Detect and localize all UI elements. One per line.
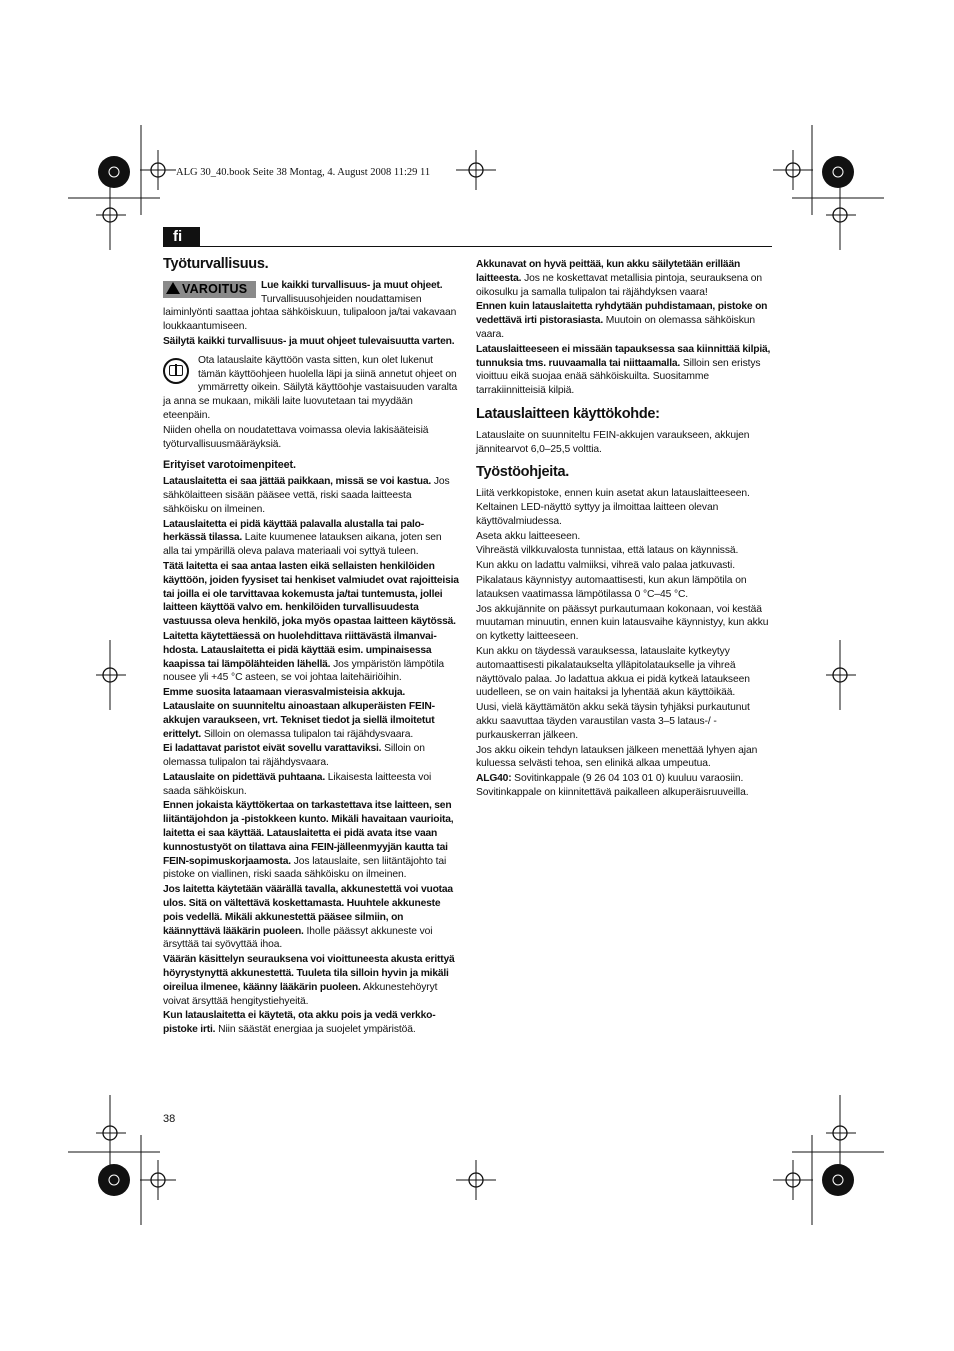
precaution-bold: Tätä laitetta ei saa antaa lasten eikä sellaisten henkilöiden käyttöön, joiden fyysiset tai henkiset valmiudet ovat rajoitteisia tai joilla ei ole tarvittavaa kokemusta ja/tai tuntemusta, jollei laitteen käyttöä valvo em. henkilöiden turvallisuudesta vastuussa oleva henkilö, joka myös opastaa laitteen käytössä. — [163, 560, 459, 628]
precaution-text: Silloin sen eristys vioittuu eikä suojaa enää sähköiskuilta. Suositamme tarrakiinnitteisiä kilpiä. — [476, 357, 761, 397]
precaution-text: Silloin on olemassa tulipalon tai räjähdysvaara. — [163, 743, 425, 769]
warning-badge — [163, 281, 256, 298]
precaution-bold: Emme suosita lataamaan vierasvalmisteisia akkuja. Latauslaite on suunniteltu ainoastaan alkuperäisten FEIN-akkujen varaukseen, vrt. Tekniset tiedot ja siellä ilmoitetut erittelyt. — [163, 687, 435, 740]
precaution-text: Laite kuumenee latauksen aikana, joten sen alla tai ympärillä oleva palava materiaali voi syttyä tuleen. — [163, 532, 442, 558]
manual-paragraph: Ota latauslaite käyttöön vasta sitten, kun olet lukenut tämän käyttöohjeen huolella läpi ja siinä annetut ohjeet on ymmärretty oikein. Säilytä käyttöohje vastaisuuden varalta ja anna se mukaan, mikäli laite luovutetaan tai myydään eteenpäin. — [163, 354, 458, 421]
precaution-item — [163, 953, 459, 1008]
warning-bold: Lue kaikki turvallisuus- ja muut ohjeet. — [261, 279, 443, 291]
precaution-item — [163, 1009, 459, 1037]
precaution-item — [476, 258, 772, 299]
precaution-item — [163, 560, 459, 629]
precaution-text: Jos sähkölaitteen sisään pääsee vettä, riski saada laitteesta sähköisku on ilmeinen. — [163, 476, 450, 515]
precaution-bold: Latauslaitteeseen ei missään tapauksessa saa kiinnittää kilpiä, tunnuksia tms. ruuvaamalla tai niittaamalla. — [476, 343, 771, 369]
warning-text: Turvallisuusohjeiden noudattamisen laiminlyönti saattaa johtaa sähköiskuun, tulipaloon ja/tai vakavaan loukkaantumiseen. — [163, 293, 457, 333]
work-paragraph: Jos akku oikein tehdyn latauksen jälkeen menettää lyhyen ajan kuluessa selvästi tehoa, sen elinikä alkaa umpeutua. — [476, 744, 758, 770]
precaution-bold: Ei ladattavat paristot eivät sovellu varattaviksi. — [163, 743, 382, 755]
precaution-bold: Latauslaitetta ei pidä käyttää palavalla alustalla tai paloherkässä tilassa. — [163, 518, 425, 544]
precaution-item — [163, 771, 459, 799]
work-paragraph: Aseta akku laitteeseen. — [476, 530, 581, 542]
work-instructions — [476, 487, 772, 771]
work-paragraph: Uusi, vielä käyttämätön akku sekä täysin tyhjäksi purkautunut akku saavuttaa täyden varaustilan vasta 3–5 lataus-/ -purkauskerran jälkeen. — [476, 702, 750, 741]
work-title: Työstöohjeita. — [476, 464, 570, 481]
precaution-bold: Jos laitetta käytetään väärällä tavalla, akkunestettä voi vuotaa ulos. Sitä on vältettävä koskettamasta. Huuhtele akkuneste pois vedellä. Mikäli akkunestettä pääsee silmiin, on käännyttävä lääkärin puoleen. — [163, 884, 453, 937]
precaution-item — [163, 518, 459, 559]
precaution-text: Muutoin on olemassa sähköiskun vaara. — [476, 315, 755, 340]
warning-triangle-icon — [166, 282, 180, 294]
work-paragraph: Liitä verkkopistoke, ennen kuin asetat akun latauslaitteeseen. Keltainen LED-näyttö syttyy ja ilmoittaa laitteen olevan käyttövalmiudessa. — [476, 488, 750, 527]
precaution-text: Silloin on olemassa tulipalon tai räjähdysvaara. — [201, 728, 414, 740]
precaution-text: Akkunestehöyryt voivat ärsyttää hengitystiehyeitä. — [163, 981, 438, 1007]
precaution-item — [163, 475, 459, 516]
precaution-item — [476, 343, 772, 398]
precaution-bold: Latauslaite on pidettävä puhtaana. — [163, 771, 325, 783]
precaution-item — [163, 883, 459, 952]
precaution-item — [163, 742, 459, 770]
work-paragraph: Kun akku on täydessä varauksessa, latauslaite kytkeytyy automaattisesti pikalataukselta ylläpitolataukselle ja vihreä näyttövalo palaa. Jo ladattua akkua ei pidä kytkeä lataukseen uudelleen, se on vain haitaksi ja lyhentää akun käyttöikää. — [476, 645, 750, 699]
precaution-bold: Ennen kuin latauslaitetta ryhdytään puhdistamaan, pistoke on vedettävä irti pistorasiasta. — [476, 301, 768, 327]
left-column — [163, 258, 459, 1038]
precautions-list-continued — [476, 258, 772, 398]
precaution-item — [476, 300, 772, 341]
precaution-item — [163, 686, 459, 741]
work-paragraph: Jos akkujännite on päässyt purkautumaan kokonaan, voi kestää muutaman minuutin, ennen kuin latausvaihe käynnistyy, kun akku on kytketty laitteeseen. — [476, 603, 769, 643]
precaution-text: Jos ympäristön lämpötila nousee yli +45 °C asteen, se voi johtaa laitehäiriöihin. — [163, 658, 445, 684]
precaution-text: Iholle päässyt akkuneste voi ärsyttää tai syövyttää ihoa. — [163, 925, 433, 951]
precaution-bold: Ennen jokaista käyttökertaa on tarkastettava itse laitteen, sen liitäntäjohdon ja -pistokkeen kunto. Mikäli havaitaan vaurioita, laitetta ei saa käyttää. Latauslaitetta ei pidä avata itse vaan kunnostustyöt on tilattava aina FEIN-jälleenmyyjän kautta tai FEIN-sopimuskorjaamosta. — [163, 800, 454, 867]
alg-paragraph — [476, 772, 772, 800]
work-paragraph: Kun akku on ladattu valmiiksi, vihreä valo palaa jatkuvasti. — [476, 560, 735, 572]
precaution-bold: Akkunavat on hyvä peittää, kun akku säilytetään erillään laitteesta. — [476, 259, 741, 284]
precaution-item — [163, 799, 459, 882]
precaution-text: Jos ne koskettavat metallisia pintoja, seurauksena on oikosulku ja samalla tulipalon tai räjähdyksen vaara! — [476, 272, 763, 298]
use-title: Latauslaitteen käyttökohde: — [476, 405, 660, 422]
precaution-bold: Laitetta käytettäessä on huolehdittava riittävästä ilmanvaihdosta. Latauslaitetta ei pidä käyttää esim. umpinaisessa kaapissa tai lämpölähteiden lähellä. — [163, 630, 437, 670]
precaution-bold: Kun latauslaitetta ei käytetä, ota akku pois ja vedä verkkopistoke irti. — [163, 1010, 436, 1036]
language-tab: fi — [163, 227, 200, 247]
precaution-text: Jos latauslaite, sen liitäntäjohto tai pistoke on viallinen, riski saada sähköisku on ilmeinen. — [163, 855, 447, 881]
keep-instructions: Säilytä kaikki turvallisuus- ja muut ohjeet tulevaisuutta varten. — [163, 335, 455, 347]
work-paragraph: Pikalataus käynnistyy automaattisesti, kun akun lämpötila on latauksen vaatimassa lämpötilassa 0 °C–45 °C. — [476, 574, 747, 600]
alg-text: Sovitinkappale (9 26 04 103 01 0) kuuluu varaosiin. Sovitinkappale on kiinnitettävä paikalleen alkuperäisruuveilla. — [476, 773, 749, 798]
page-number: 38 — [163, 1113, 176, 1125]
work-paragraph: Vihreästä vilkkuvalosta tunnistaa, että lataus on käynnissä. — [476, 545, 739, 557]
special-precautions-heading: Erityiset varotoimenpiteet. — [163, 459, 296, 472]
regulations-paragraph: Niiden ohella on noudatettava voimassa olevia lakisääteisiä työturvallisuusmääräyksiä. — [163, 424, 429, 450]
precaution-text: Niin säästät energiaa ja suojelet ympäristöä. — [215, 1024, 416, 1036]
header-rule — [200, 246, 772, 247]
precaution-item — [163, 630, 459, 685]
warning-badge-label: VAROITUS — [182, 281, 248, 296]
precaution-bold: Väärän käsittelyn seurauksena voi vioittuneesta akusta erittyä höyrystynyttä akkunestettä. Tuuleta tila silloin hyvin ja mikäli oireilua ilmenee, käänny lääkärin puoleen. — [163, 954, 455, 993]
read-manual-icon — [163, 358, 189, 384]
right-column — [476, 258, 772, 801]
safety-title: Työturvallisuus. — [163, 256, 269, 272]
precaution-text: Likaisesta laitteesta voi saada sähköiskun. — [163, 771, 432, 797]
precaution-bold: Latauslaitetta ei saa jättää paikkaan, missä se voi kastua. — [163, 476, 432, 488]
file-header-line: ALG 30_40.book Seite 38 Montag, 4. August 2008 11:29 11 — [176, 167, 431, 178]
alg-bold: ALG40: — [476, 773, 512, 785]
precautions-list — [163, 475, 459, 1037]
use-paragraph: Latauslaite on suunniteltu FEIN-akkujen varaukseen, akkujen jännitearvot 6,0–25,5 volttia. — [476, 429, 750, 455]
